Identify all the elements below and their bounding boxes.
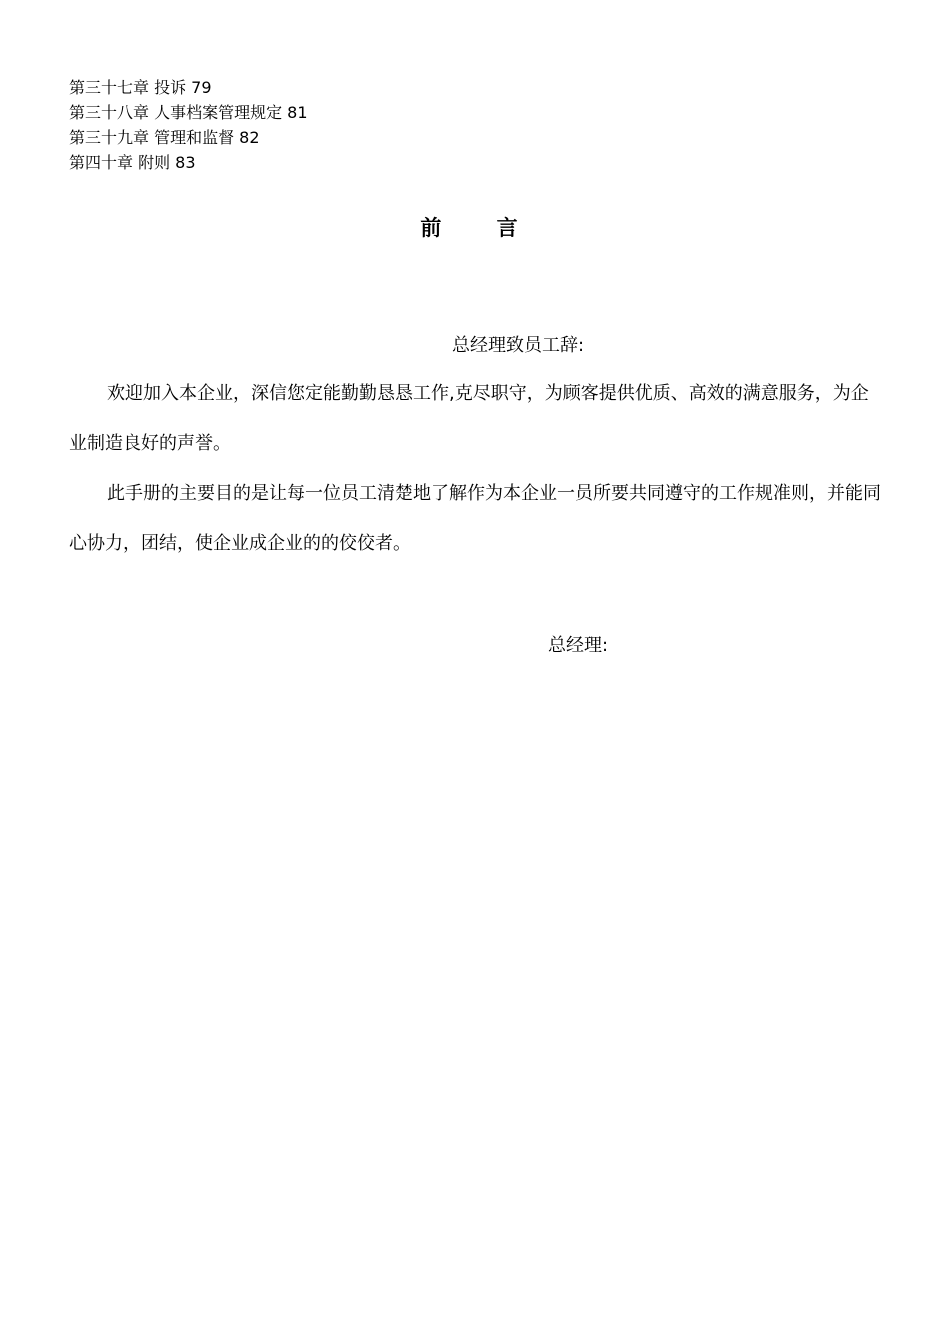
toc-item-chapter-39: 第三十九章 管理和监督 82	[69, 128, 260, 147]
toc-item-chapter-40: 第四十章 附则 83	[69, 153, 196, 172]
table-of-contents	[69, 75, 308, 175]
preface-paragraph-purpose: 此手册的主要目的是让每一位员工清楚地了解作为本企业一员所要共同遵守的工作规准则，并能同心协力，团结，使企业成企业的的佼佼者。	[69, 483, 881, 554]
toc-item-chapter-37: 第三十七章 投诉 79	[69, 78, 212, 97]
preface-paragraph-welcome: 欢迎加入本企业，深信您定能勤勤恳恳工作,克尽职守，为顾客提供优质、高效的满意服务，为企业制造良好的声誉。	[69, 383, 869, 454]
preface-salutation: 总经理致员工辞:	[452, 335, 585, 356]
toc-item-chapter-38: 第三十八章 人事档案管理规定 81	[69, 103, 308, 122]
preface-signature: 总经理:	[548, 635, 609, 656]
preface-title: 前 言	[420, 216, 542, 240]
